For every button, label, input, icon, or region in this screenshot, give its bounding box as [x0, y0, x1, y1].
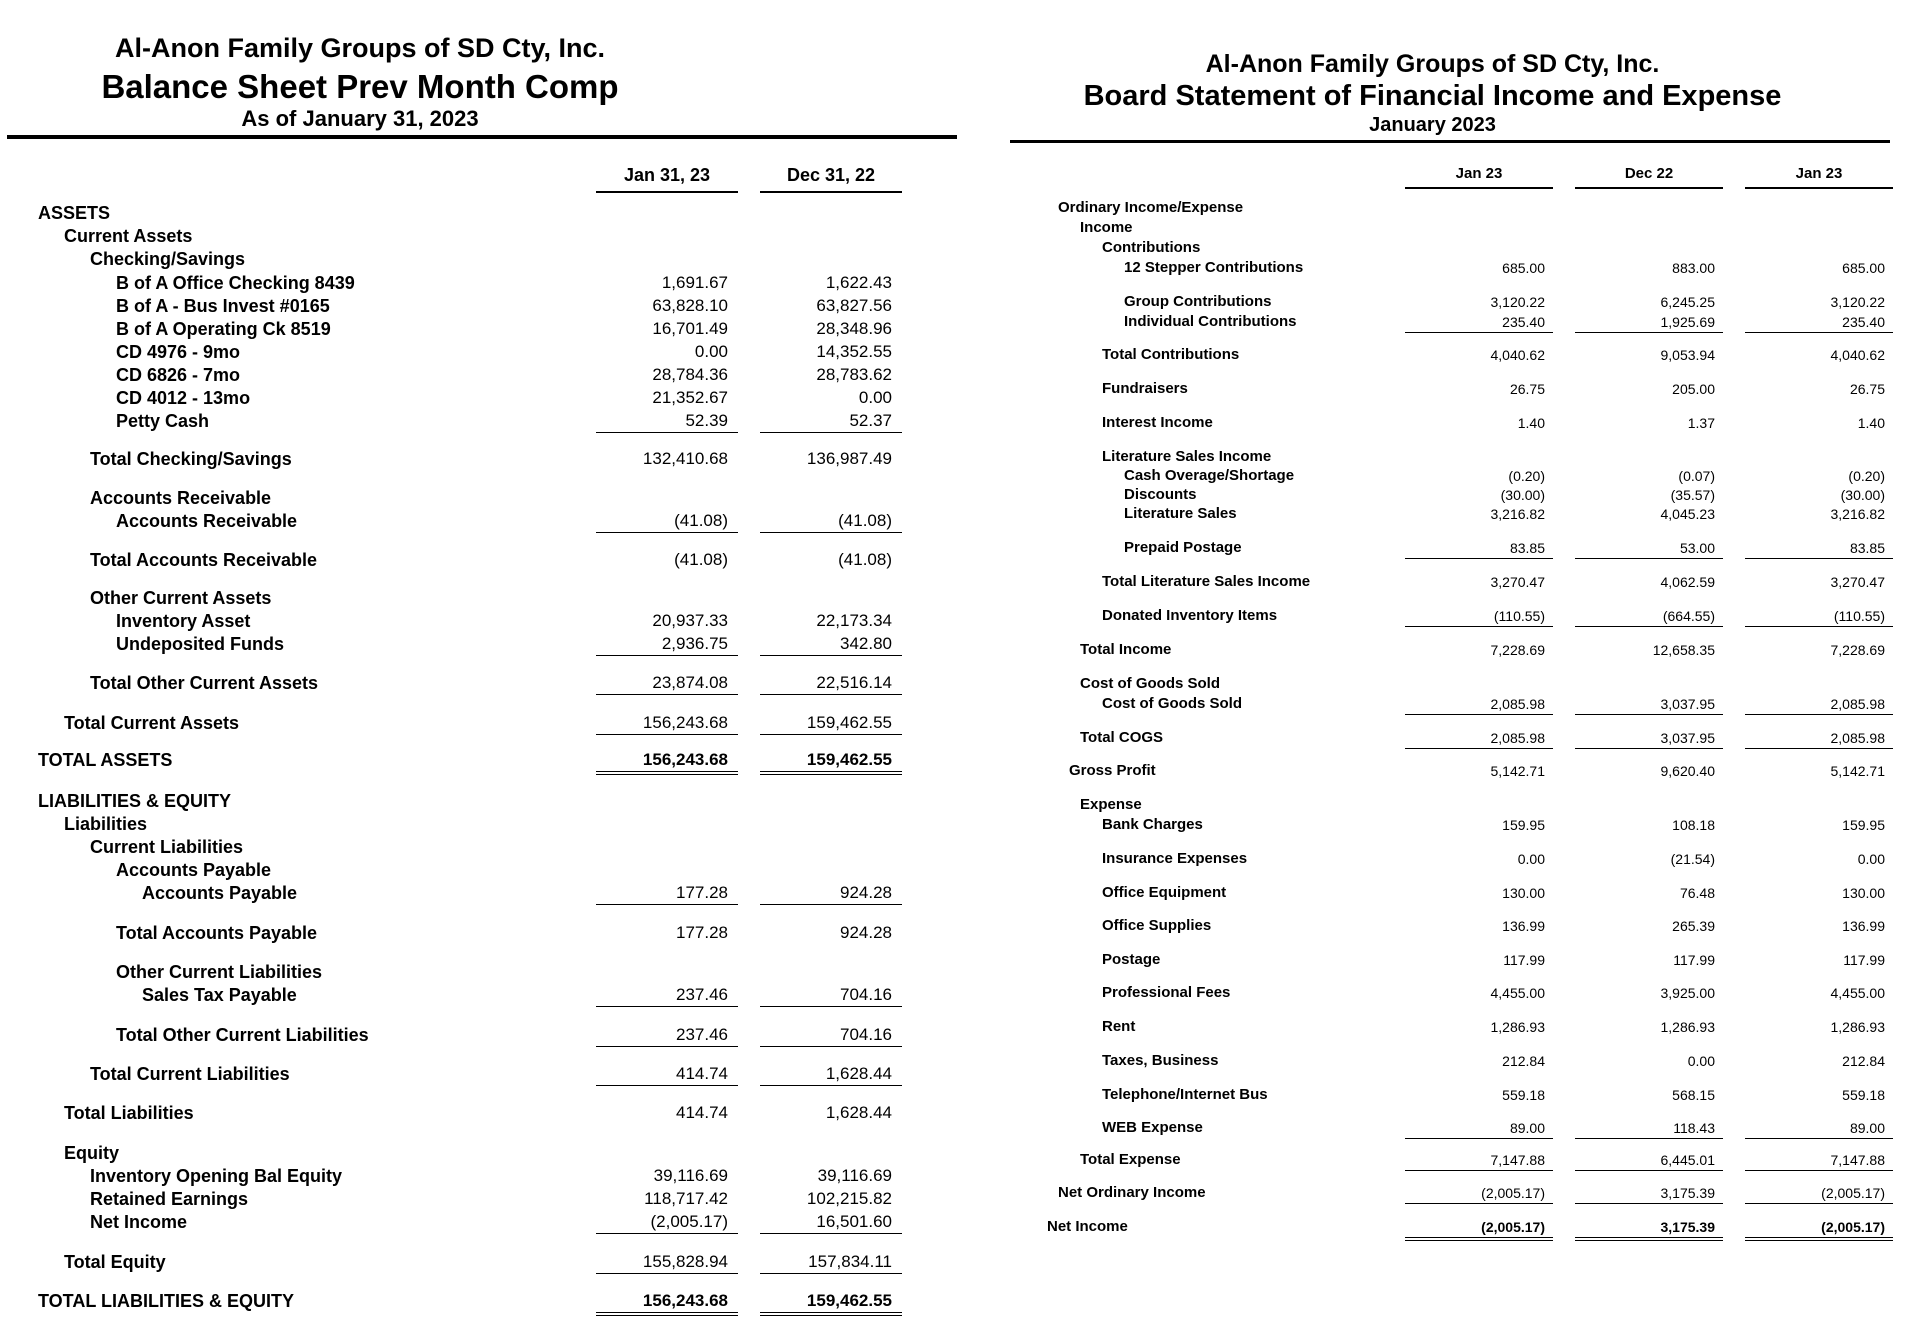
- row-value: (30.00): [1840, 487, 1885, 503]
- row-value: 559.18: [1842, 1087, 1885, 1103]
- row-label: Inventory Opening Bal Equity: [90, 1166, 343, 1186]
- row-value: 117.99: [1843, 952, 1885, 968]
- report-row: [1005, 1183, 1924, 1203]
- row-label: Net Income: [1047, 1218, 1128, 1235]
- row-value: (2,005.17): [596, 1211, 738, 1234]
- row-value: 159,462.55: [760, 1290, 902, 1316]
- row-value: 237.46: [596, 984, 738, 1007]
- row-value: 0.00: [694, 342, 728, 361]
- row-label: Undeposited Funds: [116, 634, 284, 654]
- row-value: 4,455.00: [1490, 985, 1545, 1001]
- row-value: 118.43: [1575, 1118, 1723, 1139]
- report-row: [0, 587, 980, 609]
- header-rule: [7, 135, 957, 139]
- row-value: (41.08): [674, 550, 728, 569]
- report-row: [0, 1165, 980, 1187]
- row-value: (2,005.17): [1745, 1217, 1893, 1241]
- row-value: 28,348.96: [816, 319, 892, 338]
- row-value: 76.48: [1679, 885, 1715, 901]
- report-row: [1005, 238, 1924, 258]
- report-row: [1005, 849, 1924, 869]
- income-statement-title: Board Statement of Financial Income and Expense: [1083, 80, 1782, 112]
- row-value: 159,462.55: [760, 749, 902, 775]
- row-label: CD 6826 - 7mo: [116, 365, 241, 385]
- row-value: 26.75: [1509, 381, 1545, 397]
- row-value: 3,216.82: [1830, 506, 1885, 522]
- row-value: 28,783.62: [816, 365, 892, 384]
- row-label: Net Ordinary Income: [1058, 1184, 1206, 1201]
- row-value: 3,175.39: [1575, 1217, 1723, 1241]
- row-value: 7,228.69: [1830, 642, 1885, 658]
- row-value: 118,717.42: [644, 1189, 728, 1208]
- row-label: Total Accounts Receivable: [90, 550, 318, 570]
- column-header: Jan 23: [1745, 165, 1893, 189]
- row-value: 4,040.62: [1830, 347, 1885, 363]
- row-label: Total Liabilities: [64, 1103, 194, 1123]
- row-value: (2,005.17): [1405, 1217, 1553, 1241]
- row-value: 1,925.69: [1575, 312, 1723, 333]
- column-header: Jan 23: [1405, 165, 1553, 189]
- report-row: [0, 1211, 980, 1233]
- row-value: (664.55): [1575, 606, 1723, 627]
- row-value: 4,045.23: [1660, 506, 1715, 522]
- row-value: 117.99: [1503, 952, 1545, 968]
- report-row: [1005, 795, 1924, 815]
- row-value: 63,828.10: [652, 296, 728, 315]
- row-value: 159.95: [1502, 817, 1545, 833]
- row-label: Office Supplies: [1102, 917, 1212, 934]
- report-row: [1005, 694, 1924, 714]
- report-row: [1005, 218, 1924, 238]
- income-statement-subtitle: January 2023: [1369, 114, 1496, 136]
- row-value: 14,352.55: [816, 342, 892, 361]
- report-row: [1005, 728, 1924, 748]
- row-value: 5,142.71: [1490, 763, 1545, 779]
- row-value: (41.08): [596, 510, 738, 533]
- report-row: [0, 549, 980, 571]
- row-value: (110.55): [1745, 606, 1893, 627]
- row-label: Contributions: [1102, 239, 1201, 256]
- row-label: CD 4012 - 13mo: [116, 388, 251, 408]
- row-label: Rent: [1102, 1018, 1136, 1035]
- report-row: [1005, 916, 1924, 936]
- row-value: 1.40: [1857, 415, 1885, 431]
- report-row: [1005, 606, 1924, 626]
- row-value: 0.00: [1687, 1053, 1715, 1069]
- report-row: [0, 1102, 980, 1124]
- report-row: [0, 448, 980, 470]
- report-row: [1005, 538, 1924, 558]
- report-row: [0, 1024, 980, 1046]
- row-value: 39,116.69: [653, 1166, 728, 1185]
- row-value: 136.99: [1842, 918, 1885, 934]
- row-value: 212.84: [1502, 1053, 1545, 1069]
- row-value: 53.00: [1575, 538, 1723, 559]
- report-row: [1005, 1118, 1924, 1138]
- row-value: 414.74: [676, 1103, 728, 1122]
- row-value: (0.20): [1508, 468, 1545, 484]
- row-value: 685.00: [1502, 260, 1545, 276]
- row-value: 132,410.68: [642, 449, 728, 468]
- header-rule: [1010, 140, 1890, 143]
- report-row: [1005, 815, 1924, 835]
- report-row: [1005, 761, 1924, 781]
- row-label: Current Assets: [64, 226, 193, 246]
- row-value: 28,784.36: [652, 365, 728, 384]
- row-label: B of A Office Checking 8439: [116, 273, 355, 293]
- row-value: 414.74: [596, 1063, 738, 1086]
- row-value: 212.84: [1842, 1053, 1885, 1069]
- report-row: [1005, 292, 1924, 312]
- report-row: [0, 790, 980, 812]
- report-row: [1005, 379, 1924, 399]
- row-label: Total Other Current Assets: [90, 673, 319, 693]
- row-label: Total Checking/Savings: [90, 449, 292, 469]
- row-value: 704.16: [760, 1024, 902, 1047]
- balance-sheet-title: Balance Sheet Prev Month Comp: [101, 68, 619, 105]
- row-value: 22,516.14: [760, 672, 902, 695]
- row-value: 16,701.49: [652, 319, 728, 338]
- row-label: WEB Expense: [1102, 1119, 1203, 1136]
- report-row: [0, 510, 980, 532]
- row-value: 130.00: [1502, 885, 1545, 901]
- row-value: 704.16: [760, 984, 902, 1007]
- row-value: 52.37: [760, 410, 902, 433]
- row-value: 6,445.01: [1575, 1150, 1723, 1171]
- row-value: 1,286.93: [1490, 1019, 1545, 1035]
- report-row: [1005, 198, 1924, 218]
- report-row: [1005, 1017, 1924, 1037]
- report-row: [0, 1142, 980, 1164]
- report-row: [1005, 1085, 1924, 1105]
- report-row: [0, 836, 980, 858]
- row-label: Inventory Asset: [116, 611, 251, 631]
- report-row: [0, 922, 980, 944]
- report-row: [0, 387, 980, 409]
- report-row: [0, 633, 980, 655]
- row-value: 159,462.55: [760, 712, 902, 735]
- row-value: 4,062.59: [1660, 574, 1715, 590]
- row-value: 265.39: [1672, 918, 1715, 934]
- row-value: (35.57): [1670, 487, 1715, 503]
- report-row: [0, 248, 980, 270]
- row-value: (41.08): [838, 550, 892, 569]
- report-row: [0, 410, 980, 432]
- row-label: Total Current Liabilities: [90, 1064, 290, 1084]
- row-value: 1,286.93: [1660, 1019, 1715, 1035]
- row-label: Group Contributions: [1124, 293, 1272, 310]
- row-value: (41.08): [760, 510, 902, 533]
- row-label: Total Income: [1080, 641, 1172, 658]
- row-value: 1,628.44: [760, 1063, 902, 1086]
- row-value: 924.28: [760, 882, 902, 905]
- row-value: 102,215.82: [806, 1189, 892, 1208]
- report-row: [0, 984, 980, 1006]
- row-value: 2,085.98: [1405, 694, 1553, 715]
- row-value: 205.00: [1672, 381, 1715, 397]
- row-label: Accounts Receivable: [116, 511, 298, 531]
- row-label: Professional Fees: [1102, 984, 1231, 1001]
- report-row: [1005, 1217, 1924, 1237]
- row-value: 1,622.43: [825, 273, 892, 292]
- row-label: Total Equity: [64, 1252, 166, 1272]
- row-value: 16,501.60: [760, 1211, 902, 1234]
- row-label: Other Current Liabilities: [116, 962, 323, 982]
- row-value: 63,827.56: [816, 296, 892, 315]
- report-row: [1005, 504, 1924, 524]
- row-value: 1.37: [1687, 415, 1715, 431]
- report-row: [0, 272, 980, 294]
- row-label: Individual Contributions: [1124, 313, 1297, 330]
- row-value: 136.99: [1502, 918, 1545, 934]
- row-label: Other Current Assets: [90, 588, 272, 608]
- row-value: (2,005.17): [1745, 1183, 1893, 1204]
- row-label: TOTAL LIABILITIES & EQUITY: [38, 1291, 295, 1311]
- row-value: 1,628.44: [825, 1103, 892, 1122]
- row-label: Fundraisers: [1102, 380, 1188, 397]
- row-value: 155,828.94: [596, 1251, 738, 1274]
- report-row: [0, 882, 980, 904]
- row-label: Prepaid Postage: [1124, 539, 1242, 556]
- row-value: 39,116.69: [817, 1166, 892, 1185]
- balance-sheet-subtitle: As of January 31, 2023: [241, 106, 479, 131]
- report-row: [1005, 1051, 1924, 1071]
- row-value: 3,175.39: [1575, 1183, 1723, 1204]
- row-value: 7,147.88: [1405, 1150, 1553, 1171]
- row-value: 568.15: [1672, 1087, 1715, 1103]
- row-label: Accounts Payable: [116, 860, 272, 880]
- row-value: 12,658.35: [1652, 642, 1715, 658]
- row-value: (21.54): [1670, 851, 1715, 867]
- row-label: Donated Inventory Items: [1102, 607, 1278, 624]
- row-value: 177.28: [676, 923, 728, 942]
- row-value: (2,005.17): [1405, 1183, 1553, 1204]
- row-value: 157,834.11: [760, 1251, 902, 1274]
- report-row: [0, 1063, 980, 1085]
- row-label: Retained Earnings: [90, 1189, 249, 1209]
- report-row: [0, 341, 980, 363]
- row-value: (30.00): [1500, 487, 1545, 503]
- row-label: Cash Overage/Shortage: [1124, 467, 1295, 484]
- row-value: 52.39: [596, 410, 738, 433]
- row-label: Income: [1080, 219, 1133, 236]
- row-value: 0.00: [1517, 851, 1545, 867]
- row-value: 159.95: [1842, 817, 1885, 833]
- report-row: [1005, 447, 1924, 467]
- row-value: 237.46: [596, 1024, 738, 1047]
- row-value: 83.85: [1405, 538, 1553, 559]
- row-value: 1,286.93: [1830, 1019, 1885, 1035]
- row-label: Insurance Expenses: [1102, 850, 1248, 867]
- row-label: Cost of Goods Sold: [1080, 675, 1220, 692]
- report-row: [1005, 674, 1924, 694]
- row-label: Telephone/Internet Bus: [1102, 1086, 1268, 1103]
- report-row: [0, 813, 980, 835]
- row-label: B of A Operating Ck 8519: [116, 319, 331, 339]
- row-label: Equity: [64, 1143, 120, 1163]
- row-value: 83.85: [1745, 538, 1893, 559]
- row-label: 12 Stepper Contributions: [1124, 259, 1304, 276]
- column-header: Dec 31, 22: [760, 165, 902, 193]
- row-label: Expense: [1080, 796, 1142, 813]
- row-value: 3,037.95: [1575, 728, 1723, 749]
- row-value: 2,085.98: [1405, 728, 1553, 749]
- report-row: [0, 364, 980, 386]
- row-value: 685.00: [1842, 260, 1885, 276]
- row-value: 2,085.98: [1745, 694, 1893, 715]
- row-label: Liabilities: [64, 814, 148, 834]
- row-value: 156,243.68: [596, 712, 738, 735]
- row-value: 108.18: [1672, 817, 1715, 833]
- row-label: Postage: [1102, 951, 1161, 968]
- row-value: 924.28: [840, 923, 892, 942]
- report-row: [0, 225, 980, 247]
- row-value: (0.07): [1678, 468, 1715, 484]
- report-row: [1005, 950, 1924, 970]
- row-label: LIABILITIES & EQUITY: [38, 791, 232, 811]
- row-label: Accounts Payable: [142, 883, 298, 903]
- row-value: 6,245.25: [1660, 294, 1715, 310]
- row-value: 3,120.22: [1490, 294, 1545, 310]
- row-value: 117.99: [1673, 952, 1715, 968]
- row-value: 26.75: [1849, 381, 1885, 397]
- report-row: [0, 202, 980, 224]
- row-label: Gross Profit: [1069, 762, 1156, 779]
- row-value: 1,691.67: [661, 273, 728, 292]
- row-value: 0.00: [858, 388, 892, 407]
- row-label: CD 4976 - 9mo: [116, 342, 241, 362]
- row-label: Ordinary Income/Expense: [1058, 199, 1244, 216]
- report-row: [1005, 312, 1924, 332]
- row-value: 1.40: [1517, 415, 1545, 431]
- row-label: Bank Charges: [1102, 816, 1203, 833]
- row-value: 342.80: [760, 633, 902, 656]
- row-value: 9,620.40: [1660, 763, 1715, 779]
- row-label: Literature Sales Income: [1102, 448, 1272, 465]
- row-label: Literature Sales: [1124, 505, 1237, 522]
- row-value: 3,270.47: [1830, 574, 1885, 590]
- report-row: [1005, 1150, 1924, 1170]
- report-row: [1005, 258, 1924, 278]
- report-row: [1005, 883, 1924, 903]
- report-row: [0, 961, 980, 983]
- income-statement-report: [1005, 0, 1924, 1340]
- income-statement-org-name: Al-Anon Family Groups of SD Cty, Inc.: [1205, 50, 1660, 78]
- row-label: Interest Income: [1102, 414, 1213, 431]
- row-value: 136,987.49: [806, 449, 892, 468]
- row-value: 22,173.34: [816, 611, 892, 630]
- balance-sheet-org-name: Al-Anon Family Groups of SD Cty, Inc.: [114, 33, 606, 63]
- row-value: 3,120.22: [1830, 294, 1885, 310]
- row-value: 883.00: [1672, 260, 1715, 276]
- row-value: 130.00: [1842, 885, 1885, 901]
- row-value: 7,228.69: [1490, 642, 1545, 658]
- column-header: Jan 31, 23: [596, 165, 738, 193]
- report-row: [1005, 485, 1924, 505]
- row-label: Total Contributions: [1102, 346, 1240, 363]
- report-row: [0, 672, 980, 694]
- row-value: (0.20): [1848, 468, 1885, 484]
- report-row: [0, 487, 980, 509]
- row-label: Sales Tax Payable: [142, 985, 297, 1005]
- row-value: 4,455.00: [1830, 985, 1885, 1001]
- row-value: 177.28: [596, 882, 738, 905]
- row-label: Total Current Assets: [64, 713, 240, 733]
- row-value: 7,147.88: [1745, 1150, 1893, 1171]
- report-row: [1005, 413, 1924, 433]
- row-value: 5,142.71: [1830, 763, 1885, 779]
- report-row: [0, 712, 980, 734]
- row-value: 4,040.62: [1490, 347, 1545, 363]
- row-label: B of A - Bus Invest #0165: [116, 296, 330, 316]
- row-label: Petty Cash: [116, 411, 210, 431]
- row-label: Current Liabilities: [90, 837, 244, 857]
- row-label: Taxes, Business: [1102, 1052, 1219, 1069]
- row-label: Discounts: [1124, 486, 1197, 503]
- column-header: Dec 22: [1575, 165, 1723, 189]
- row-label: Total COGS: [1080, 729, 1164, 746]
- report-row: [1005, 983, 1924, 1003]
- report-row: [1005, 466, 1924, 486]
- report-row: [1005, 572, 1924, 592]
- row-value: 3,925.00: [1660, 985, 1715, 1001]
- row-label: Office Equipment: [1102, 884, 1227, 901]
- row-value: 89.00: [1745, 1118, 1893, 1139]
- row-value: 235.40: [1405, 312, 1553, 333]
- report-row: [0, 1290, 980, 1312]
- row-label: TOTAL ASSETS: [38, 750, 173, 770]
- report-row: [0, 859, 980, 881]
- row-value: 3,270.47: [1490, 574, 1545, 590]
- row-value: 559.18: [1502, 1087, 1545, 1103]
- row-value: 89.00: [1405, 1118, 1553, 1139]
- report-row: [1005, 345, 1924, 365]
- row-label: Total Literature Sales Income: [1102, 573, 1311, 590]
- report-row: [1005, 640, 1924, 660]
- row-value: (110.55): [1405, 606, 1553, 627]
- report-row: [0, 1251, 980, 1273]
- row-value: 21,352.67: [652, 388, 728, 407]
- row-value: 9,053.94: [1660, 347, 1715, 363]
- row-label: Total Accounts Payable: [116, 923, 318, 943]
- row-value: 156,243.68: [596, 749, 738, 775]
- report-row: [0, 610, 980, 632]
- row-value: 2,936.75: [596, 633, 738, 656]
- row-value: 3,037.95: [1575, 694, 1723, 715]
- row-value: 23,874.08: [596, 672, 738, 695]
- row-value: 235.40: [1745, 312, 1893, 333]
- row-label: Accounts Receivable: [90, 488, 272, 508]
- row-label: Checking/Savings: [90, 249, 246, 269]
- report-row: [0, 295, 980, 317]
- row-label: Cost of Goods Sold: [1102, 695, 1242, 712]
- report-row: [0, 749, 980, 771]
- row-label: Total Expense: [1080, 1151, 1181, 1168]
- row-label: Total Other Current Liabilities: [116, 1025, 369, 1045]
- row-label: Net Income: [90, 1212, 188, 1232]
- row-value: 20,937.33: [652, 611, 728, 630]
- row-label: ASSETS: [38, 203, 111, 223]
- report-row: [0, 1188, 980, 1210]
- row-value: 0.00: [1857, 851, 1885, 867]
- report-row: [0, 318, 980, 340]
- row-value: 156,243.68: [596, 1290, 738, 1316]
- row-value: 3,216.82: [1490, 506, 1545, 522]
- row-value: 2,085.98: [1745, 728, 1893, 749]
